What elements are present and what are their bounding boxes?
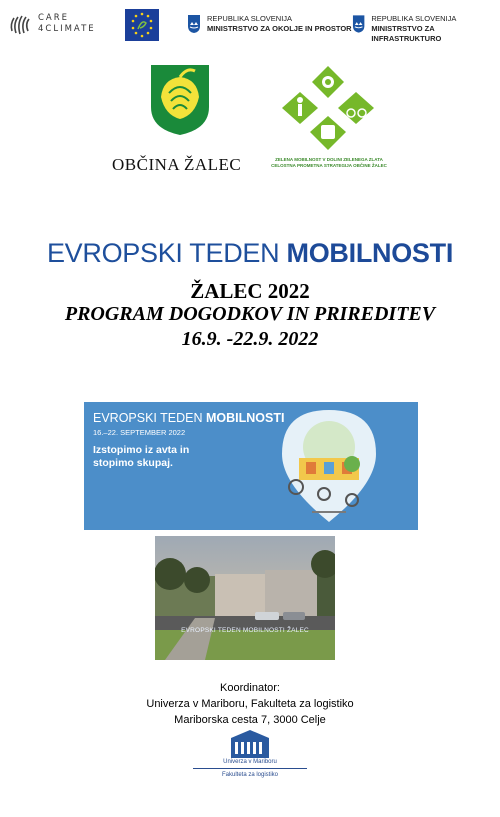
coordinator-institution: Univerza v Mariboru, Fakulteta za logistiko — [146, 698, 354, 710]
ministry-environment-line1: REPUBLIKA SLOVENIJA — [207, 14, 293, 23]
banner-title-light: EVROPSKI TEDEN — [93, 411, 206, 425]
green-mobility-logo — [278, 66, 378, 150]
coordinator-label: Koordinator: — [220, 682, 280, 694]
banner-slogan: Izstopimo iz avta in stopimo skupaj. — [93, 444, 190, 469]
photo-caption: EVROPSKI TEDEN MOBILNOSTI ŽALEC — [181, 627, 309, 634]
heading-zalec-year: ŽALEC 2022 — [190, 279, 310, 303]
ministry-infrastructure-logo — [352, 14, 500, 44]
slovenia-coat-of-arms-icon — [352, 14, 365, 34]
coordinator-address: Mariborska cesta 7, 3000 Celje — [174, 714, 326, 726]
etm-title-bold: MOBILNOSTI — [286, 238, 454, 268]
fingerprint-icon — [8, 11, 32, 37]
ministry-environment-line2: MINISTRSTVO ZA OKOLJE IN PROSTOR — [207, 24, 352, 33]
green-mobility-caption: ZELENA MOBILNOST V DOLINI ZELENEGA ZLATA CELOSTNA PROMETNA STRATEGIJA OBČINE ŽALEC — [271, 157, 387, 168]
care4climate-line2: 4CLIMATE — [38, 24, 96, 34]
municipality-name: OBČINA ŽALEC — [112, 155, 242, 174]
mobility-week-banner — [84, 402, 418, 530]
care4climate-logo — [8, 11, 96, 37]
university-logo-divider — [193, 768, 307, 769]
university-name: Univerza v Mariboru — [223, 759, 277, 765]
heading-program: PROGRAM DOGODKOV IN PRIREDITEV — [64, 303, 436, 325]
street-photo — [155, 536, 335, 660]
university-building-icon — [200, 730, 300, 760]
zalec-coat-of-arms — [149, 63, 211, 137]
ministry-environment-logo — [187, 14, 352, 34]
university-faculty: Fakulteta za logistiko — [221, 772, 279, 778]
etm-title-light: EVROPSKI TEDEN — [46, 238, 287, 268]
care4climate-line1: CARE — [38, 13, 70, 23]
banner-title — [93, 411, 284, 425]
banner-title-bold: MOBILNOSTI — [206, 411, 285, 425]
heading-dates: 16.9. -22.9. 2022 — [181, 328, 319, 350]
ministry-infrastructure-line1: REPUBLIKA SLOVENIJA — [371, 14, 457, 23]
etm-title — [0, 238, 500, 269]
slovenia-coat-of-arms-icon — [187, 14, 201, 34]
eu-life-flag-logo — [125, 9, 159, 41]
banner-dates: 16.–22. SEPTEMBER 2022 — [93, 428, 186, 437]
ministry-infrastructure-line2: MINISTRSTVO ZA INFRASTRUKTURO — [371, 24, 442, 43]
